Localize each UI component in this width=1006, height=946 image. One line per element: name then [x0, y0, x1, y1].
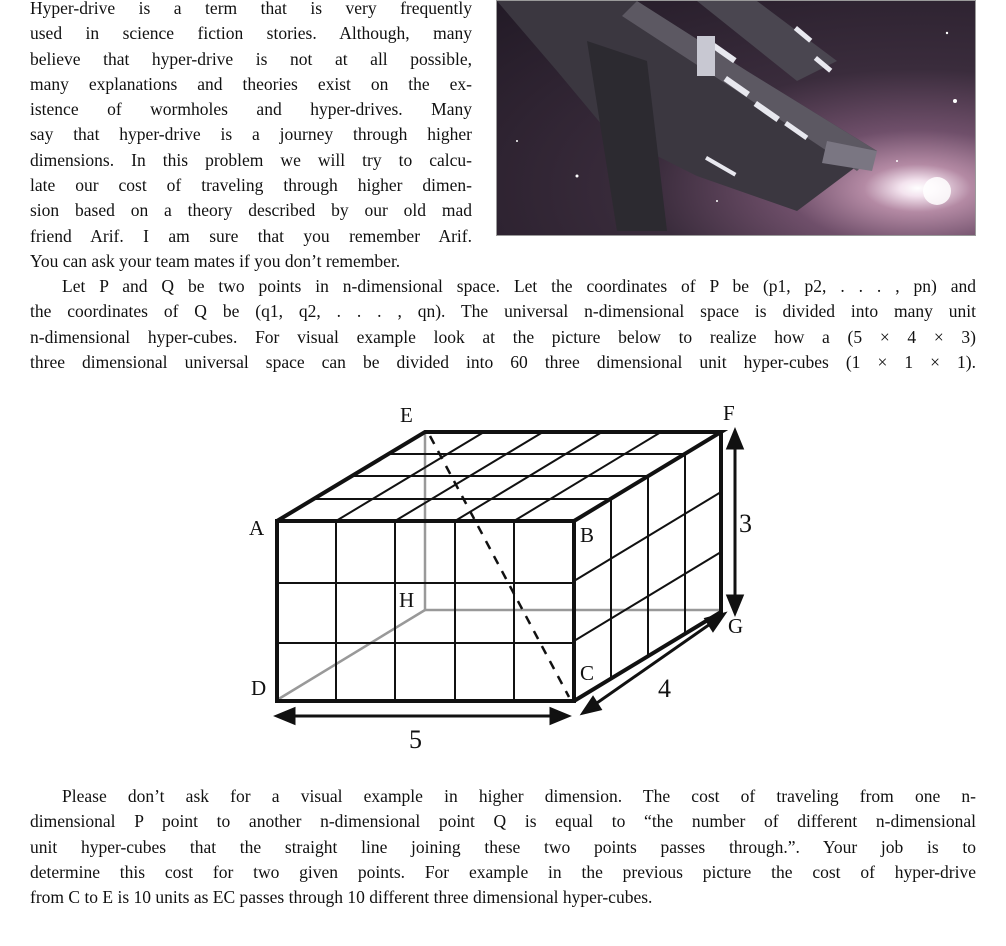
spaceship-art — [497, 1, 975, 235]
intro-paragraph — [30, 0, 472, 274]
cost-line: Please don’t ask for a visual example in higher dimension. The cost of traveling from one n- — [62, 786, 976, 806]
intro-line: friend Arif. I am sure that you remember Arif. — [30, 225, 472, 246]
dimension-arrows — [277, 431, 742, 723]
cost-paragraph — [30, 784, 976, 910]
depth-dimension-label: 4 — [658, 674, 671, 703]
definition-paragraph — [30, 274, 976, 375]
intro-line: say that hyper-drive is a journey through higher — [30, 124, 472, 145]
cube-grid-diagram — [240, 400, 760, 760]
intro-line: sion based on a theory described by our old mad — [30, 200, 472, 221]
intro-line: many explanations and theories exist on the ex- — [30, 73, 472, 94]
light-flare — [923, 177, 951, 205]
intro-line: istence of wormholes and hyper-drives. Many — [30, 99, 472, 120]
cost-line: dimensional P point to another n-dimensional point Q is equal to “the number of different n-dimensional — [30, 811, 976, 832]
intro-line: You can ask your team mates if you don’t remember. — [30, 250, 401, 271]
spaceship-illustration — [496, 0, 976, 236]
width-dimension-label: 5 — [409, 725, 422, 754]
vertex-label-c: C — [580, 661, 595, 685]
hypercube-figure — [240, 400, 760, 764]
intro-line: dimensions. In this problem we will try to calcu- — [30, 149, 472, 170]
intro-line: used in science fiction stories. Although, many — [30, 23, 472, 44]
cost-line: unit hyper-cubes that the straight line joining these two points passes through.”. Your job is to — [30, 836, 976, 857]
vertex-label-h: H — [399, 588, 415, 612]
intro-line: Hyper-drive is a term that is very frequently — [30, 0, 472, 18]
spaceship — [497, 1, 877, 231]
height-dimension-label: 3 — [739, 509, 752, 538]
definition-line: n-dimensional hyper-cubes. For visual example look at the picture below to realize how a (5 × 4 × 3) — [30, 326, 976, 347]
vertex-label-e: E — [400, 403, 413, 427]
intro-line: believe that hyper-drive is not at all possible, — [30, 48, 472, 69]
definition-line: the coordinates of Q be (q1, q2, . . . , qn). The universal n-dimensional space is divided into many unit — [30, 301, 976, 322]
intro-line: late our cost of traveling through higher dimen- — [30, 175, 472, 196]
vertex-label-g: G — [728, 614, 744, 638]
vertex-label-b: B — [580, 523, 595, 547]
definition-line: Let P and Q be two points in n-dimensional space. Let the coordinates of P be (p1, p2, . . . , pn) and — [62, 276, 976, 296]
cost-line: determine this cost for two given points. For example in the previous picture the cost of hyper-drive — [30, 861, 976, 882]
vertex-label-a: A — [249, 516, 265, 540]
definition-line: three dimensional universal space can be divided into 60 three dimensional unit hyper-cubes (1 × 1 × 1). — [30, 351, 976, 372]
vertex-label-d: D — [251, 676, 267, 700]
cost-line: from C to E is 10 units as EC passes through 10 different three dimensional hyper-cubes. — [30, 887, 653, 908]
vertex-label-f: F — [723, 401, 735, 425]
